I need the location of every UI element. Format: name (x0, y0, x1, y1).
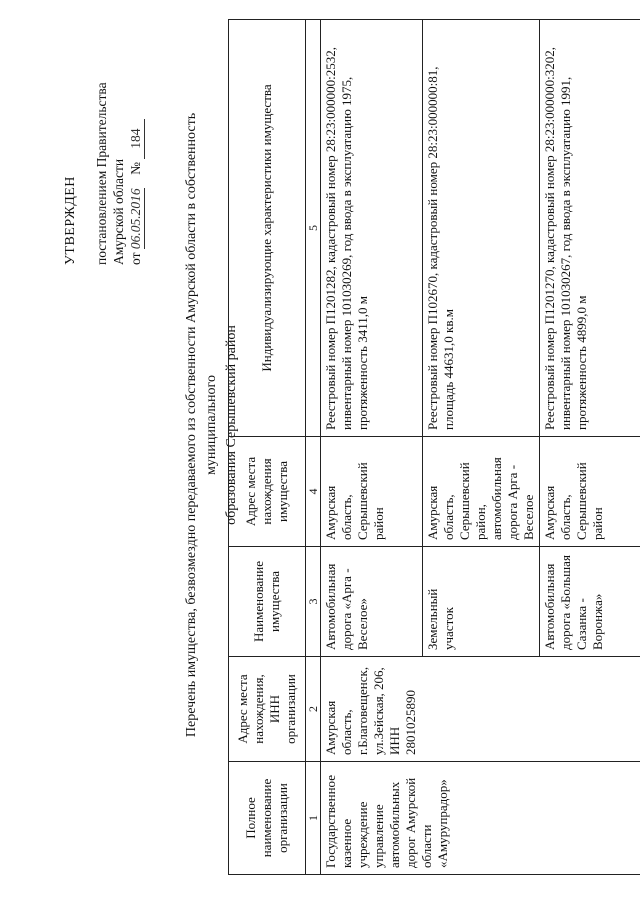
column-number: 3 (306, 547, 321, 657)
approval-date: 06.05.2016 (128, 188, 143, 250)
organization-name: Государственное казенное учреждение управление автомобильных дорог Амурской области «Амурупрадор» (321, 762, 640, 875)
column-number-row (306, 20, 321, 875)
approval-line-1: постановлением Правительства (94, 82, 109, 265)
property-details: Реестровый номер П102670, кадастровый номер 28:23:000000:81, площадь 44631,0 кв.м (423, 20, 540, 437)
approval-line-2: Амурской области (111, 158, 126, 265)
property-address: Амурская область, Серышевский район (321, 437, 423, 547)
column-number: 2 (306, 657, 321, 762)
approval-number-label: № (128, 162, 143, 175)
property-details: Реестровый номер П1201270, кадастровый номер 28:23:000000:3202, инвентарный номер 101030267, год ввода в эксплуатацию 1991, протяженность 4899,0 м (540, 20, 640, 437)
column-number: 5 (306, 20, 321, 437)
header-property-address: Адрес места нахождения имущества (229, 437, 306, 547)
property-name: Автомобильная дорога «Большая Сазанка - Воронжа» (540, 547, 640, 657)
table-header-row (229, 20, 306, 875)
approval-from-label: от (128, 252, 143, 265)
property-details: Реестровый номер П1201282, кадастровый номер 28:23:000000:2532, инвентарный номер 101030269, год ввода в эксплуатацию 1975, протяженность 3411,0 м (321, 20, 423, 437)
organization-address: Амурская область, г.Благовещенск, ул.Зейская, 206, ИНН 2801025890 (321, 657, 640, 762)
property-name: Автомобильная дорога «Арга - Веселое» (321, 547, 423, 657)
table-row (321, 20, 423, 875)
property-name: Земельный участок (423, 547, 540, 657)
approval-stamp (62, 25, 145, 265)
approval-title: УТВЕРЖДЕН (63, 176, 78, 265)
property-address: Амурская область, Серышевский район, автомобильная дорога Арга - Веселое (423, 437, 540, 547)
approval-date-line (127, 25, 145, 265)
approval-number: 184 (127, 119, 145, 159)
heading-line-2: образования Серышевский район (224, 325, 239, 525)
column-number: 4 (306, 437, 321, 547)
heading-line-1: Перечень имущества, безвозмездно передаваемого из собственности Амурской области в собственность муниципального (184, 112, 219, 738)
property-address: Амурская область, Серышевский район (540, 437, 640, 547)
header-org-name: Полное наименование организации (229, 762, 306, 875)
column-number: 1 (306, 762, 321, 875)
property-table (228, 19, 640, 875)
header-property-details: Индивидуализирующие характеристики имущества (229, 20, 306, 437)
header-org-address: Адрес места нахождения, ИНН организации (229, 657, 306, 762)
header-property-name: Наименование имущества (229, 547, 306, 657)
